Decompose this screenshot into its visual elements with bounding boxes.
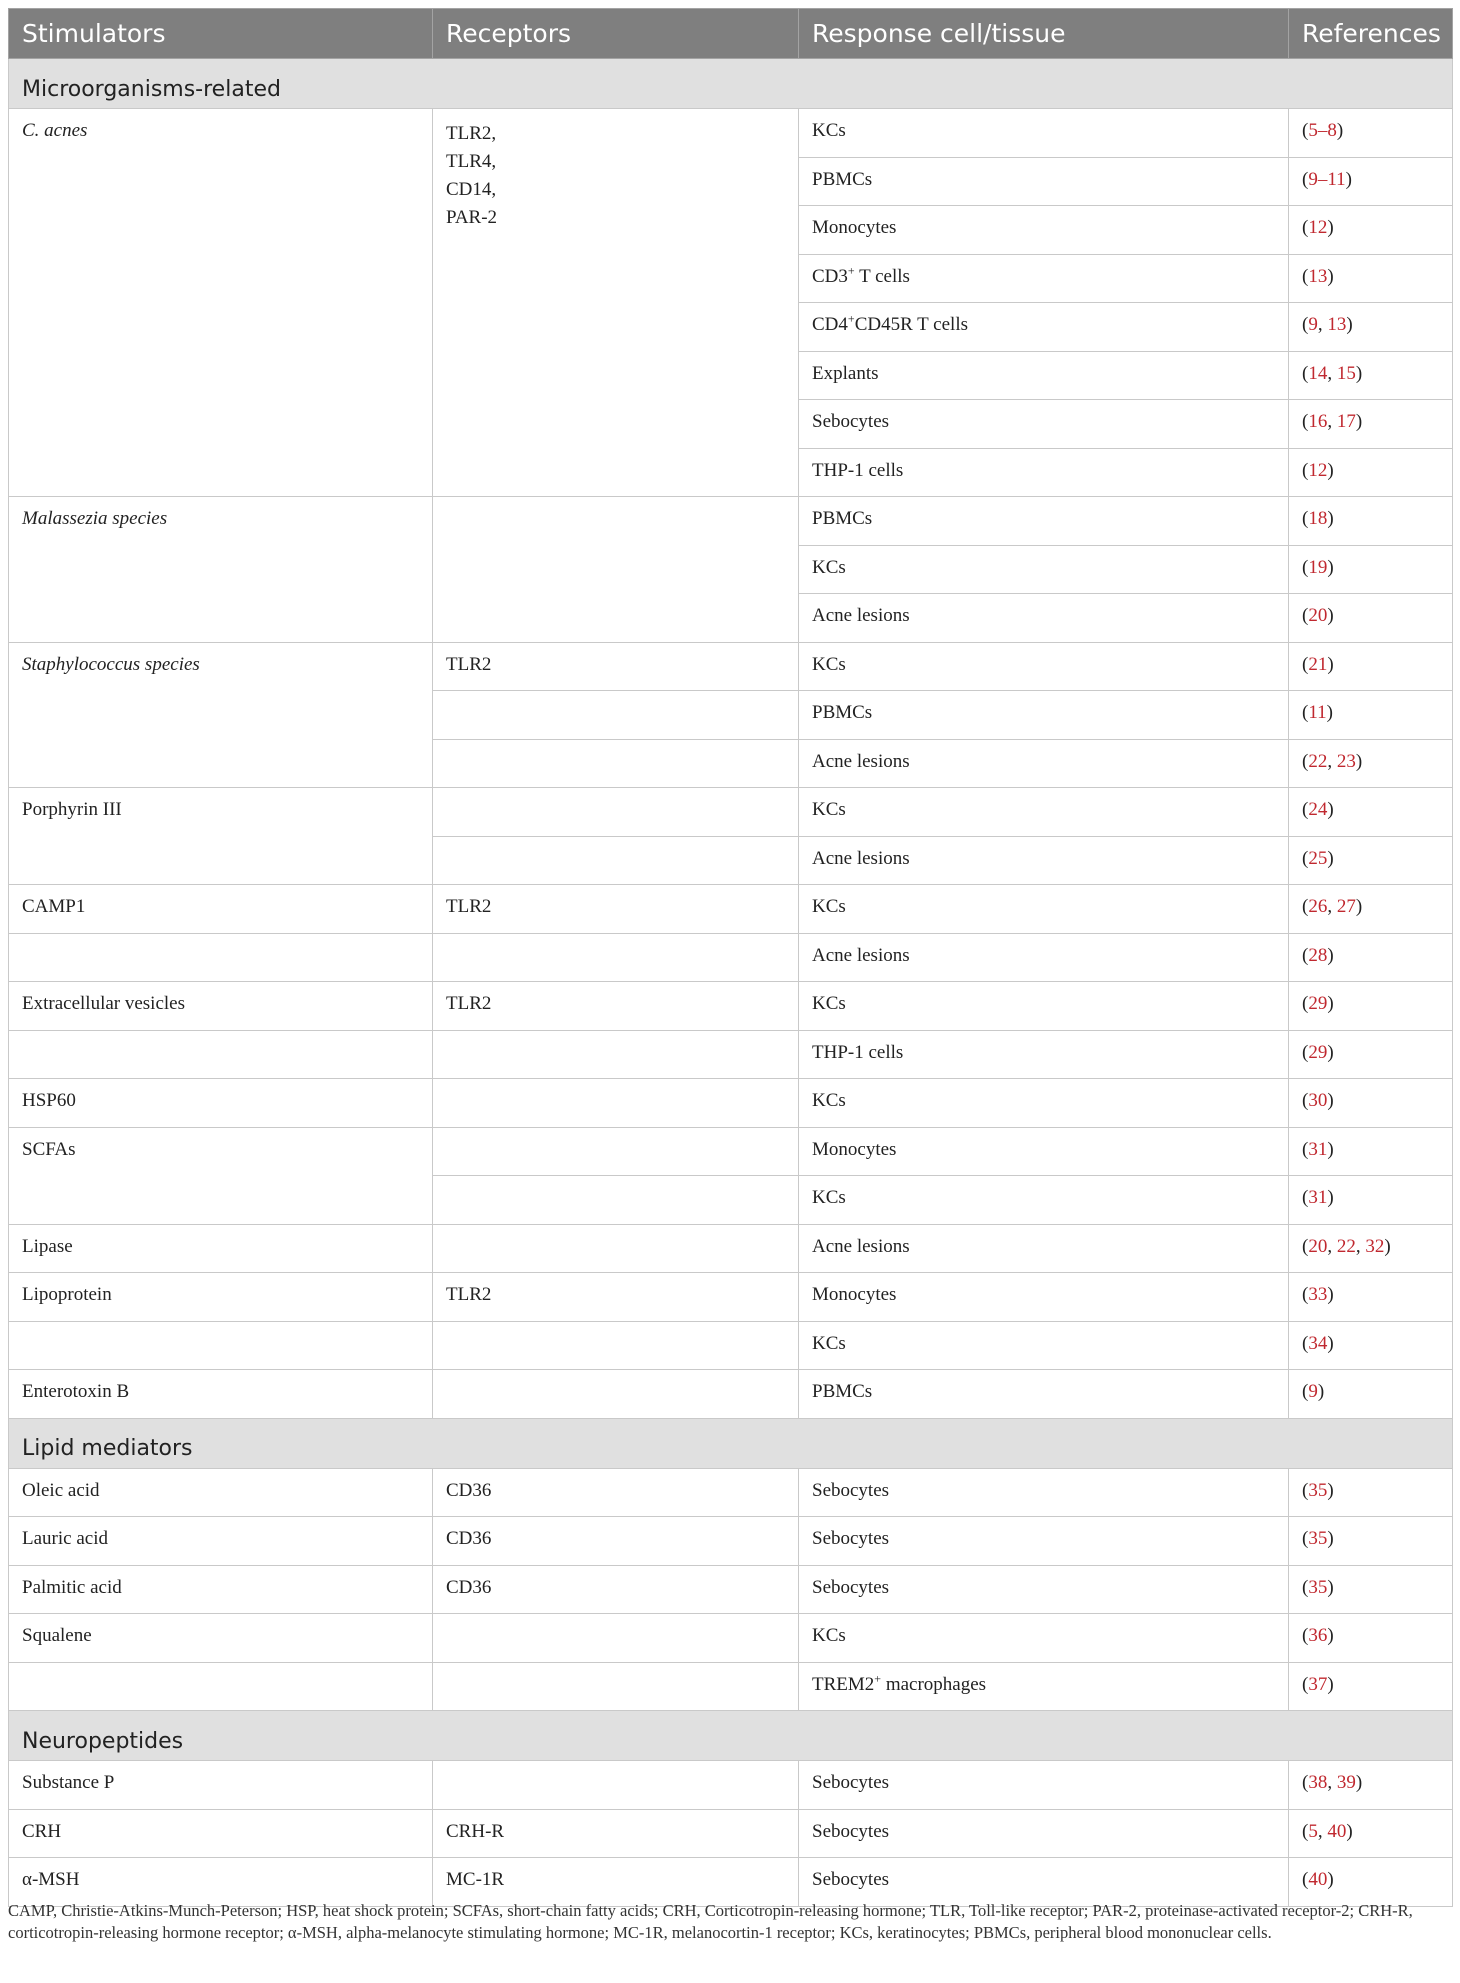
reference-cell: (37) — [1289, 1662, 1453, 1711]
receptor-cell: CRH-R — [433, 1809, 799, 1858]
reference-cell: (34) — [1289, 1321, 1453, 1370]
response-cell: Sebocytes — [799, 1468, 1289, 1517]
receptor-cell — [433, 1321, 799, 1370]
reference-cell: (5, 40) — [1289, 1809, 1453, 1858]
reference-link[interactable]: 29 — [1308, 1041, 1328, 1063]
table-row — [9, 1517, 1453, 1566]
reference-link[interactable]: 9 — [1308, 1381, 1318, 1402]
response-cell: Acne lesions — [799, 739, 1289, 788]
receptor-cell — [433, 1370, 799, 1419]
reference-cell: (14, 15) — [1289, 351, 1453, 400]
receptor-item: PAR-2 — [446, 207, 498, 228]
response-cell: Acne lesions — [799, 933, 1289, 982]
reference-cell: (31) — [1289, 1176, 1453, 1225]
response-cell: KCs — [799, 1176, 1289, 1225]
response-cell: KCs — [799, 885, 1289, 934]
table-row — [9, 109, 1453, 158]
reference-link[interactable]: 22 — [1336, 1235, 1356, 1257]
receptor-cell: CD36 — [433, 1565, 799, 1614]
section-microorganisms: Microorganisms-related — [9, 59, 1453, 109]
reference-link[interactable]: 5–8 — [1308, 120, 1337, 141]
response-cell: KCs — [799, 545, 1289, 594]
reference-cell: (16, 17) — [1289, 400, 1453, 449]
response-cell: Sebocytes — [799, 1858, 1289, 1907]
reference-cell: (24) — [1289, 788, 1453, 837]
response-cell: Sebocytes — [799, 1809, 1289, 1858]
section-row — [9, 59, 1453, 109]
response-cell: Sebocytes — [799, 1565, 1289, 1614]
reference-link[interactable]: 14 — [1308, 362, 1328, 384]
stimulator-cell: Squalene — [9, 1614, 433, 1663]
table-row — [9, 642, 1453, 691]
receptor-cell — [433, 1662, 799, 1711]
stimulator-cell: HSP60 — [9, 1079, 433, 1128]
response-cell: Acne lesions — [799, 594, 1289, 643]
receptor-cell — [433, 836, 799, 885]
receptor-cell — [433, 1030, 799, 1079]
stimulator-cell: Lipoprotein — [9, 1273, 433, 1322]
receptor-cell — [433, 1614, 799, 1663]
receptor-cell — [433, 933, 799, 982]
table-row — [9, 1321, 1453, 1370]
response-cell: CD3+ T cells — [799, 254, 1289, 303]
reference-link[interactable]: 12 — [1308, 217, 1328, 238]
table-row — [9, 1614, 1453, 1663]
table-container — [8, 8, 1452, 1907]
receptor-item: CD14, — [446, 179, 497, 200]
reference-link[interactable]: 9 — [1308, 314, 1318, 335]
table-row — [9, 1662, 1453, 1711]
reference-cell: (26, 27) — [1289, 885, 1453, 934]
table-row — [9, 788, 1453, 837]
response-cell: CD4+CD45R T cells — [799, 303, 1289, 352]
header-row — [9, 9, 1453, 59]
response-cell: Monocytes — [799, 1273, 1289, 1322]
reference-cell: (12) — [1289, 448, 1453, 497]
reference-link[interactable]: 24 — [1308, 799, 1328, 820]
table-row — [9, 1370, 1453, 1419]
table-row — [9, 933, 1453, 982]
reference-link[interactable]: 5 — [1308, 1820, 1318, 1842]
reference-cell: (33) — [1289, 1273, 1453, 1322]
header-response: Response cell/tissue — [799, 9, 1289, 59]
reference-link[interactable]: 28 — [1308, 944, 1328, 966]
receptor-cell — [433, 1224, 799, 1273]
reference-link[interactable]: 20 — [1308, 1235, 1328, 1257]
stimulator-cell: Oleic acid — [9, 1468, 433, 1517]
table-row — [9, 497, 1453, 546]
stimulator-cell — [9, 933, 433, 982]
response-cell: Sebocytes — [799, 400, 1289, 449]
receptor-cell — [433, 691, 799, 740]
table-row — [9, 885, 1453, 934]
table-row — [9, 1079, 1453, 1128]
reference-link[interactable]: 31 — [1308, 1187, 1328, 1208]
header-receptors: Receptors — [433, 9, 799, 59]
header-references: References — [1289, 9, 1453, 59]
reference-cell: (25) — [1289, 836, 1453, 885]
table-row — [9, 1224, 1453, 1273]
response-cell: KCs — [799, 1614, 1289, 1663]
reference-link[interactable]: 29 — [1308, 993, 1328, 1014]
stimulator-cell: CAMP1 — [9, 885, 433, 934]
reference-cell: (12) — [1289, 206, 1453, 255]
receptor-cell — [433, 788, 799, 837]
reference-cell: (9, 13) — [1289, 303, 1453, 352]
reference-link[interactable]: 9–11 — [1308, 168, 1346, 190]
stimulator-cell: C. acnes — [9, 109, 433, 497]
receptor-cell: CD36 — [433, 1468, 799, 1517]
reference-link[interactable]: 32 — [1365, 1235, 1385, 1257]
response-cell: PBMCs — [799, 497, 1289, 546]
response-cell: Sebocytes — [799, 1517, 1289, 1566]
stimulator-cell: Staphylococcus species — [9, 642, 433, 788]
reference-link[interactable]: 11 — [1308, 702, 1327, 723]
reference-cell: (20, 22, 32) — [1289, 1224, 1453, 1273]
reference-link[interactable]: 35 — [1308, 1528, 1328, 1549]
receptor-cell: CD36 — [433, 1517, 799, 1566]
stimulator-cell — [9, 1662, 433, 1711]
reference-cell: (38, 39) — [1289, 1761, 1453, 1810]
response-cell: Sebocytes — [799, 1761, 1289, 1810]
stimulator-cell: CRH — [9, 1809, 433, 1858]
receptor-cell — [433, 1761, 799, 1810]
response-cell: THP-1 cells — [799, 448, 1289, 497]
response-cell: Monocytes — [799, 206, 1289, 255]
reference-link[interactable]: 27 — [1336, 896, 1356, 917]
receptor-cell — [433, 1127, 799, 1176]
receptor-cell: TLR2 — [433, 982, 799, 1031]
table-row — [9, 982, 1453, 1031]
response-cell: KCs — [799, 982, 1289, 1031]
stimulator-cell: SCFAs — [9, 1127, 433, 1224]
stimulator-cell: Substance P — [9, 1761, 433, 1810]
response-cell: PBMCs — [799, 1370, 1289, 1419]
reference-cell: (5–8) — [1289, 109, 1453, 158]
receptor-cell: TLR2 — [433, 642, 799, 691]
stimulator-cell: Lipase — [9, 1224, 433, 1273]
reference-link[interactable]: 20 — [1308, 605, 1328, 626]
table-row — [9, 1565, 1453, 1614]
reference-link[interactable]: 25 — [1308, 847, 1328, 869]
stimulator-cell: Extracellular vesicles — [9, 982, 433, 1031]
reference-link[interactable]: 21 — [1308, 653, 1328, 675]
reference-cell: (35) — [1289, 1517, 1453, 1566]
reference-link[interactable]: 38 — [1308, 1772, 1328, 1793]
reference-cell: (13) — [1289, 254, 1453, 303]
response-cell: PBMCs — [799, 157, 1289, 206]
reference-cell: (19) — [1289, 545, 1453, 594]
receptor-item: TLR4, — [446, 151, 497, 172]
table-row — [9, 1858, 1453, 1907]
table-row — [9, 1273, 1453, 1322]
response-cell: Acne lesions — [799, 836, 1289, 885]
response-cell: KCs — [799, 109, 1289, 158]
stimulator-cell — [9, 1321, 433, 1370]
reference-link[interactable]: 18 — [1308, 508, 1328, 529]
receptor-cell: MC-1R — [433, 1858, 799, 1907]
reference-cell: (18) — [1289, 497, 1453, 546]
receptor-cell: TLR2 — [433, 1273, 799, 1322]
reference-link[interactable]: 23 — [1336, 750, 1356, 772]
reference-link[interactable]: 16 — [1308, 411, 1328, 432]
reference-cell: (30) — [1289, 1079, 1453, 1128]
receptor-cell: TLR2 — [433, 885, 799, 934]
reference-cell: (22, 23) — [1289, 739, 1453, 788]
reference-link[interactable]: 35 — [1308, 1576, 1328, 1598]
reference-link[interactable]: 17 — [1336, 411, 1356, 432]
response-cell: THP-1 cells — [799, 1030, 1289, 1079]
table-row — [9, 1761, 1453, 1810]
reference-cell: (35) — [1289, 1565, 1453, 1614]
reference-link[interactable]: 36 — [1308, 1625, 1328, 1646]
response-cell: KCs — [799, 1321, 1289, 1370]
response-cell: KCs — [799, 788, 1289, 837]
reference-link[interactable]: 31 — [1308, 1138, 1328, 1160]
receptor-cell — [433, 1079, 799, 1128]
reference-link[interactable]: 13 — [1308, 265, 1328, 287]
reference-cell: (40) — [1289, 1858, 1453, 1907]
table-row — [9, 1468, 1453, 1517]
reference-cell: (35) — [1289, 1468, 1453, 1517]
stimulator-cell: Malassezia species — [9, 497, 433, 643]
stimulator-cell: α-MSH — [9, 1858, 433, 1907]
table-footnote: CAMP, Christie-Atkins-Munch-Peterson; HSP, heat shock protein; SCFAs, short-chain fatty acids; CRH, Corticotropin-releasing hormone; TLR, Toll-like receptor; PAR-2, proteinase-activated receptor-2; CRH-R, corticotropin-releasing hormone receptor; α-MSH, alpha-melanocyte stimulating hormone; MC-1R, melanocortin-1 receptor; KCs, keratinocytes; PBMCs, peripheral blood mononuclear cells. — [8, 1901, 1413, 1942]
reference-cell: (9) — [1289, 1370, 1453, 1419]
reference-link[interactable]: 26 — [1308, 896, 1328, 917]
reference-link[interactable]: 30 — [1308, 1090, 1328, 1111]
reference-link[interactable]: 40 — [1327, 1820, 1347, 1842]
section-row — [9, 1418, 1453, 1468]
receptor-cell — [433, 739, 799, 788]
reference-cell: (28) — [1289, 933, 1453, 982]
reference-link[interactable]: 19 — [1308, 556, 1328, 578]
header-stimulators: Stimulators — [9, 9, 433, 59]
stimulator-cell: Lauric acid — [9, 1517, 433, 1566]
reference-cell: (20) — [1289, 594, 1453, 643]
reference-link[interactable]: 35 — [1308, 1479, 1328, 1501]
table-row — [9, 1127, 1453, 1176]
reference-link[interactable]: 33 — [1308, 1284, 1328, 1305]
table-row — [9, 1030, 1453, 1079]
reference-link[interactable]: 34 — [1308, 1332, 1328, 1354]
stimulator-cell: Enterotoxin B — [9, 1370, 433, 1419]
response-cell: KCs — [799, 1079, 1289, 1128]
stimulator-cell: Porphyrin III — [9, 788, 433, 885]
section-row — [9, 1711, 1453, 1761]
reference-link[interactable]: 40 — [1308, 1869, 1328, 1890]
receptor-cell — [433, 1176, 799, 1225]
response-cell: Explants — [799, 351, 1289, 400]
receptor-cell — [433, 497, 799, 643]
reference-link[interactable]: 15 — [1336, 362, 1356, 384]
reference-cell: (21) — [1289, 642, 1453, 691]
response-cell: KCs — [799, 642, 1289, 691]
reference-cell: (29) — [1289, 982, 1453, 1031]
stimulators-table — [8, 8, 1453, 1907]
receptor-cell — [433, 109, 799, 497]
reference-link[interactable]: 13 — [1327, 314, 1347, 335]
reference-cell: (11) — [1289, 691, 1453, 740]
reference-cell: (31) — [1289, 1127, 1453, 1176]
reference-link[interactable]: 22 — [1308, 750, 1328, 772]
section-neuropeptides: Neuropeptides — [9, 1711, 1453, 1761]
response-cell: TREM2+ macrophages — [799, 1662, 1289, 1711]
response-cell: PBMCs — [799, 691, 1289, 740]
reference-link[interactable]: 12 — [1308, 459, 1328, 481]
reference-cell: (36) — [1289, 1614, 1453, 1663]
reference-cell: (9–11) — [1289, 157, 1453, 206]
reference-cell: (29) — [1289, 1030, 1453, 1079]
stimulator-cell — [9, 1030, 433, 1079]
reference-link[interactable]: 39 — [1336, 1772, 1356, 1793]
response-cell: Acne lesions — [799, 1224, 1289, 1273]
section-lipid: Lipid mediators — [9, 1418, 1453, 1468]
stimulator-cell: Palmitic acid — [9, 1565, 433, 1614]
reference-link[interactable]: 37 — [1308, 1673, 1328, 1695]
response-cell: Monocytes — [799, 1127, 1289, 1176]
table-row — [9, 1809, 1453, 1858]
receptor-item: TLR2, — [446, 123, 497, 144]
